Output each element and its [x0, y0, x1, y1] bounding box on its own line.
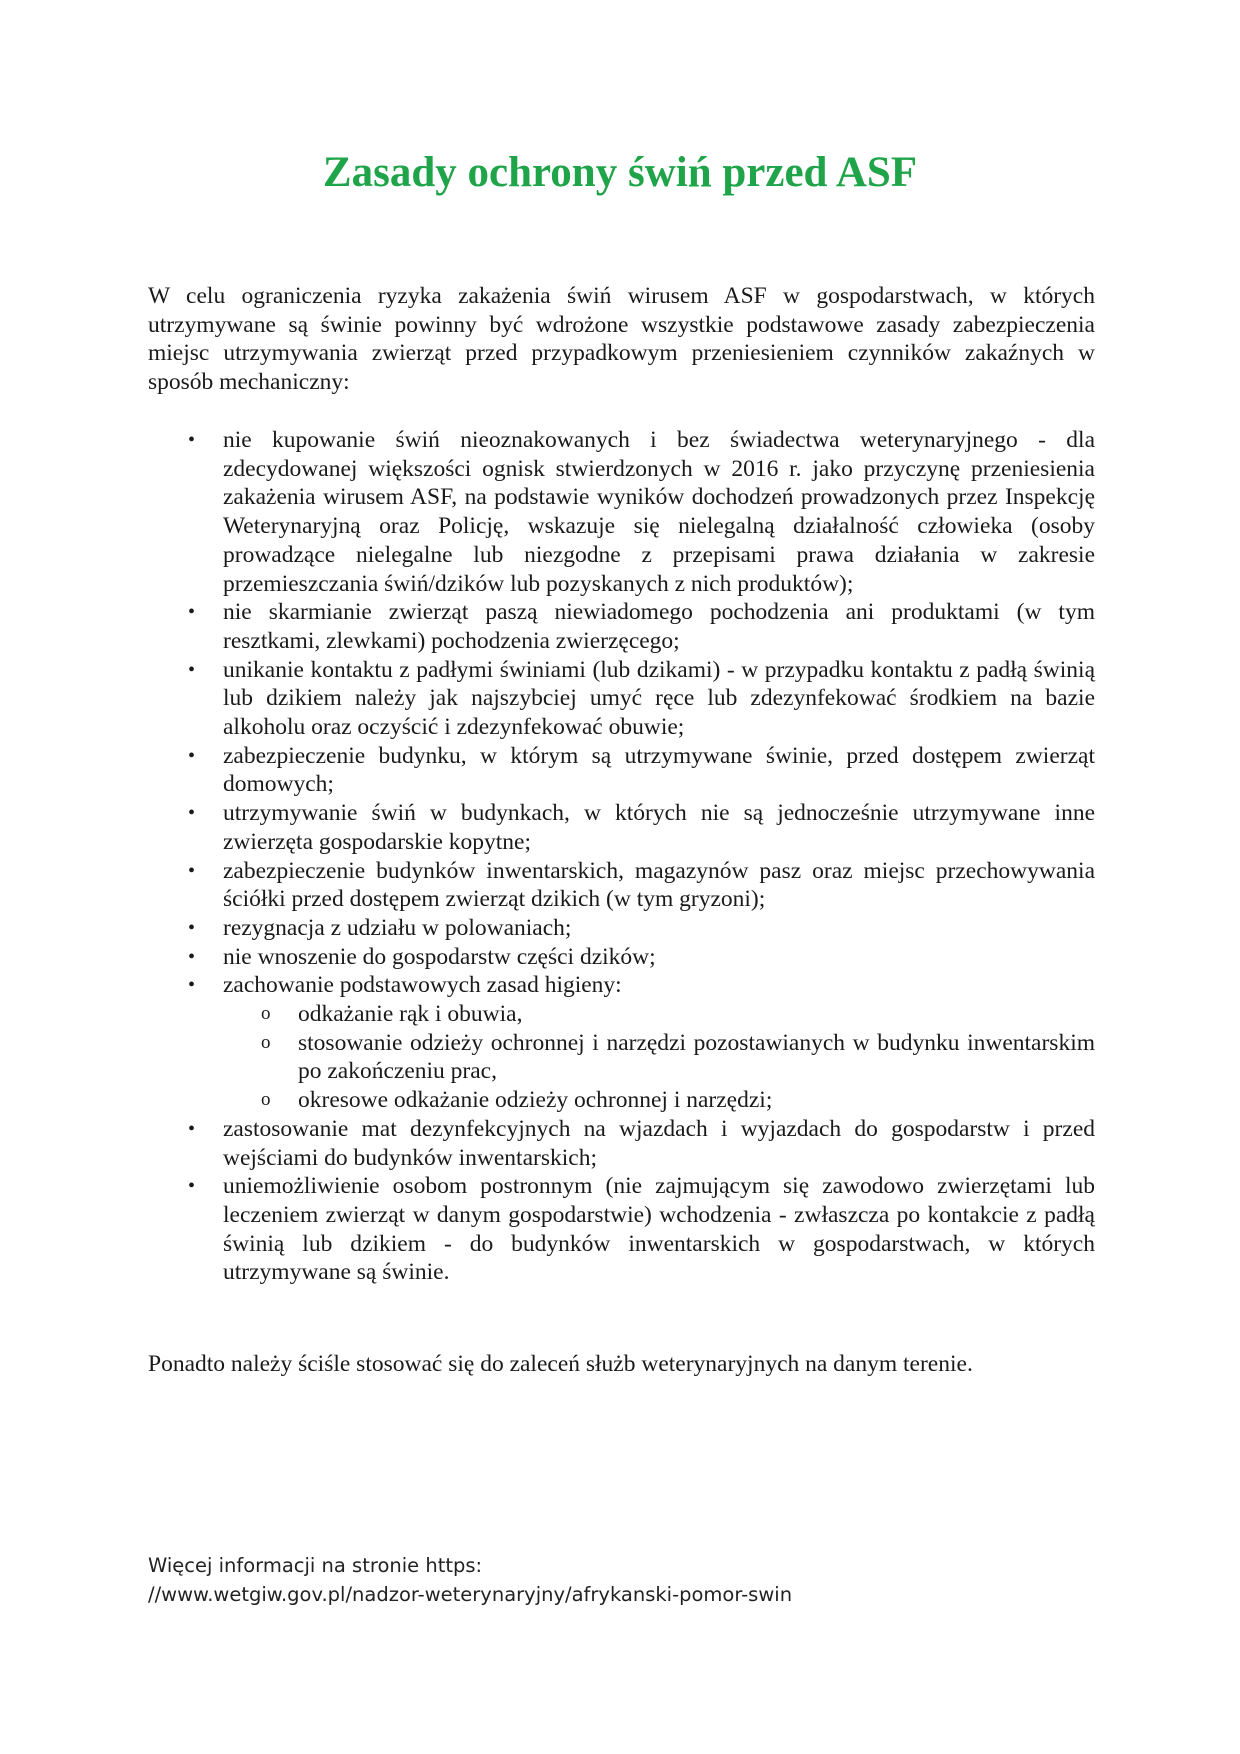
sublist-item-text: odkażanie rąk i obuwia, [298, 1001, 523, 1028]
sublist-item [223, 1086, 1095, 1115]
bullet-icon: • [188, 916, 196, 939]
sublist-item [223, 1029, 1095, 1086]
list-item [148, 943, 1095, 972]
list-item [148, 1172, 1095, 1287]
sublist-item-text: okresowe odkażanie odzieży ochronnej i narzędzi; [298, 1087, 773, 1114]
list-item-text: rezygnacja z udziału w polowaniach; [223, 914, 572, 941]
page-title: Zasady ochrony świń przed ASF [322, 149, 918, 196]
list-item [148, 1115, 1095, 1172]
list-item [148, 971, 1095, 1115]
bullet-icon: • [188, 802, 196, 825]
list-item-text: uniemożliwienie osobom postronnym (nie zajmującym się zawodowo zwierzętami lub leczeniem zwierząt w danym gospodarstwie) wchodzenia - zwłaszcza po kontakcie z padłą świnią lub dzikiem - do budynków inwentarskich w gospodarstwach, w których utrzymywane są świnie. [223, 1173, 1095, 1286]
closing-paragraph: Ponadto należy ściśle stosować się do zaleceń służb weterynaryjnych na danym terenie. [148, 1351, 973, 1377]
bullet-icon: • [188, 1175, 196, 1198]
list-item-text: unikanie kontaktu z padłymi świniami (lub dzikami) - w przypadku kontaktu z padłą świnią lub dzikiem należy jak najszybciej umyć ręce lub zdezynfekować środkiem na bazie alkoholu oraz oczyścić i zdezynfekować obuwie; [223, 656, 1095, 741]
sublist-item [223, 1000, 1095, 1029]
list-item-text: nie skarmianie zwierząt paszą niewiadomego pochodzenia ani produktami (w tym resztkami, zlewkami) pochodzenia zwierzęcego; [223, 599, 1095, 654]
list-item-text: zabezpieczenie budynków inwentarskich, magazynów pasz oraz miejsc przechowywania ściółki przed dostępem zwierząt dzikich (w tym gryzoni); [223, 857, 1095, 913]
measures-list [148, 426, 1095, 1287]
list-item [148, 857, 1095, 914]
sublist-item-text: stosowanie odzieży ochronnej i narzędzi pozostawianych w budynku inwentarskim po zakończeniu prac, [298, 1029, 1095, 1085]
bullet-icon: • [188, 601, 196, 624]
bullet-icon: • [188, 744, 196, 767]
bullet-icon: • [188, 945, 196, 968]
list-item [148, 426, 1095, 598]
list-item [148, 598, 1095, 655]
bullet-icon: • [188, 859, 196, 882]
circle-bullet-icon: o [261, 1031, 271, 1053]
bullet-icon: • [188, 658, 196, 681]
list-item-text: utrzymywanie świń w budynkach, w których nie są jednocześnie utrzymywane inne zwierzęta gospodarskie kopytne; [223, 800, 1095, 855]
list-item [148, 656, 1095, 742]
list-item-text: zabezpieczenie budynku, w którym są utrzymywane świnie, przed dostępem zwierząt domowych; [223, 742, 1095, 798]
list-item [148, 914, 1095, 943]
footer-info [148, 1551, 792, 1609]
footer-link[interactable]: //www.wetgiw.gov.pl/nadzor-weterynaryjny/afrykanski-pomor-swin [148, 1583, 793, 1606]
circle-bullet-icon: o [261, 1089, 271, 1111]
list-item-text: nie wnoszenie do gospodarstw części dzików; [223, 943, 656, 970]
list-item [148, 742, 1095, 799]
list-item-text: nie kupowanie świń nieoznakowanych i bez świadectwa weterynaryjnego - dla zdecydowanej większości ognisk stwierdzonych w 2016 r. jako przyczynę przeniesienia zakażenia wirusem ASF, na podstawie wyników dochodzeń prowadzonych przez Inspekcję Weterynaryjną oraz Policję, wskazuje się nielegalną działalność człowieka (osoby prowadzące nielegalne lub niezgodne z przepisami prawa działania w zakresie przemieszczania świń/dzików lub pozyskanych z nich produktów); [223, 427, 1095, 597]
intro-paragraph: W celu ograniczenia ryzyka zakażenia świń wirusem ASF w gospodarstwach, w których utrzymywane są świnie powinny być wdrożone wszystkie podstawowe zasady zabezpieczenia miejsc utrzymywania zwierząt przed przypadkowym przeniesieniem czynników zakaźnych w sposób mechaniczny: [148, 283, 1095, 396]
list-item-text: zachowanie podstawowych zasad higieny: [223, 972, 622, 999]
hygiene-sublist [223, 1000, 1095, 1115]
list-item-text: zastosowanie mat dezynfekcyjnych na wjazdach i wyjazdach do gospodarstw i przed wejściami do budynków inwentarskich; [223, 1115, 1095, 1171]
footer-line: Więcej informacji na stronie https: [148, 1554, 483, 1577]
bullet-icon: • [188, 974, 196, 997]
bullet-icon: • [188, 1117, 196, 1140]
circle-bullet-icon: o [261, 1003, 271, 1025]
list-item [148, 799, 1095, 856]
bullet-icon: • [188, 429, 196, 451]
